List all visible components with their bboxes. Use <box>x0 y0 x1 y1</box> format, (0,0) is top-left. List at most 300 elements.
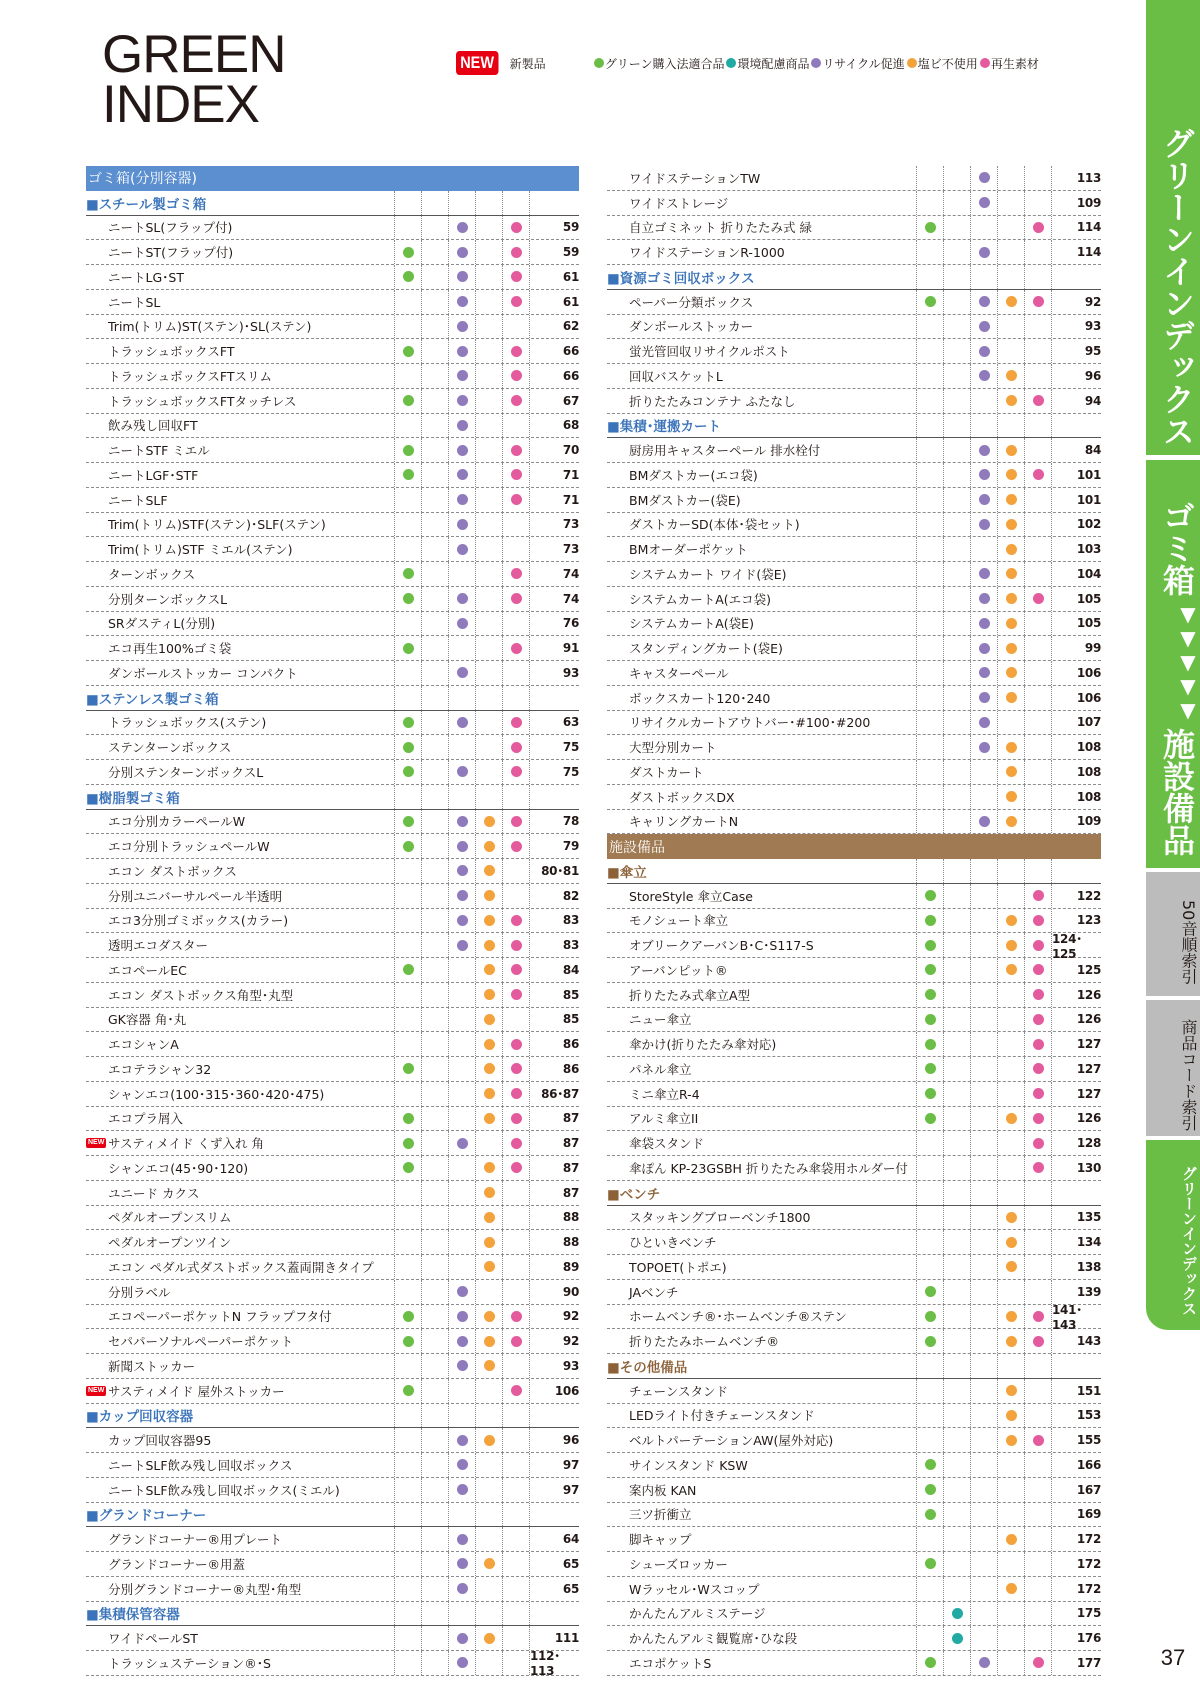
page-reference: 79 <box>529 834 579 858</box>
attribute-cell <box>970 958 997 982</box>
page-reference: 105 <box>1051 587 1101 611</box>
attribute-cell <box>1024 562 1051 586</box>
attribute-cell <box>475 216 502 240</box>
attribute-cell <box>943 1651 970 1675</box>
attribute-cell <box>997 933 1024 957</box>
attribute-dot-icon <box>979 643 990 654</box>
attribute-dot-icon <box>925 1558 936 1569</box>
attribute-cell <box>997 661 1024 685</box>
product-name <box>607 1651 916 1675</box>
page-reference: 83 <box>529 933 579 957</box>
attribute-cell <box>997 1453 1024 1477</box>
attribute-cell <box>502 958 529 982</box>
attribute-cell <box>475 1503 502 1527</box>
attribute-cell <box>1024 315 1051 339</box>
attribute-cell <box>421 1602 448 1626</box>
product-name <box>86 983 394 1007</box>
attribute-cell <box>970 1577 997 1601</box>
product-name-text: グランドコーナー®用蓋 <box>108 1556 246 1572</box>
attribute-cell <box>502 711 529 735</box>
attribute-cell <box>394 1280 421 1304</box>
attribute-cell <box>475 1008 502 1032</box>
page-reference: 66 <box>529 364 579 388</box>
attribute-cell <box>421 1156 448 1180</box>
table-row <box>607 290 1101 315</box>
attribute-cell <box>502 1602 529 1626</box>
table-row <box>607 1255 1101 1280</box>
attribute-dot-icon <box>457 370 468 381</box>
attribute-cell <box>475 537 502 561</box>
product-name <box>607 1404 916 1428</box>
attribute-dot-icon <box>979 172 990 183</box>
attribute-dot-icon <box>403 643 414 654</box>
page-reference: 94 <box>1051 389 1101 413</box>
tab-trash-facility[interactable] <box>1146 460 1200 868</box>
attribute-cell <box>997 1602 1024 1626</box>
page-reference: 93 <box>529 1354 579 1378</box>
page-reference: 125 <box>1051 958 1101 982</box>
table-row <box>607 463 1101 488</box>
table-row <box>86 1354 579 1379</box>
attribute-cell <box>475 339 502 363</box>
attribute-cell <box>475 414 502 438</box>
product-name-text: アルミ傘立II <box>629 1111 699 1127</box>
attribute-cell <box>502 785 529 809</box>
attribute-dot-icon <box>511 395 522 406</box>
attribute-cell <box>970 1552 997 1576</box>
subcategory-label: ■傘立 <box>607 864 647 881</box>
attribute-cell <box>1024 1131 1051 1155</box>
attribute-cell <box>943 1131 970 1155</box>
tab-green-index-small-label: グリーンインデックス <box>1180 1166 1198 1316</box>
attribute-cell <box>502 315 529 339</box>
attribute-cell <box>475 1230 502 1254</box>
table-row <box>607 364 1101 389</box>
attribute-dot-icon <box>484 865 495 876</box>
attribute-cell <box>916 1082 943 1106</box>
attribute-dot-icon <box>403 1336 414 1347</box>
product-name <box>86 1280 394 1304</box>
attribute-dot-icon <box>484 1261 495 1272</box>
attribute-dot-icon <box>403 1311 414 1322</box>
attribute-cell <box>943 389 970 413</box>
attribute-cell <box>394 636 421 660</box>
attribute-cell <box>970 1156 997 1180</box>
attribute-dot-icon <box>457 247 468 258</box>
page-reference: 86･87 <box>529 1082 579 1106</box>
attribute-cell <box>916 1131 943 1155</box>
table-row <box>86 1181 579 1206</box>
product-name <box>607 364 916 388</box>
product-name-text: ニートSLF <box>108 492 168 508</box>
attribute-cell <box>943 1379 970 1403</box>
attribute-cell <box>970 1255 997 1279</box>
attribute-cell <box>421 1428 448 1452</box>
attribute-dot-icon <box>511 742 522 753</box>
attribute-cell <box>448 191 475 215</box>
attribute-cell <box>502 1478 529 1502</box>
attribute-cell <box>421 933 448 957</box>
attribute-cell <box>448 810 475 834</box>
attribute-cell <box>970 1428 997 1452</box>
attribute-cell <box>421 1329 448 1353</box>
product-name <box>86 1329 394 1353</box>
attribute-dot-icon <box>457 593 468 604</box>
attribute-dot-icon <box>1006 742 1017 753</box>
attribute-cell <box>943 537 970 561</box>
page-number: 37 <box>1160 1645 1186 1670</box>
attribute-cell <box>394 240 421 264</box>
attribute-dot-icon <box>979 346 990 357</box>
attribute-cell <box>502 884 529 908</box>
table-row <box>86 983 579 1008</box>
attribute-cell <box>394 1107 421 1131</box>
attribute-cell <box>421 438 448 462</box>
page-reference: 134 <box>1051 1230 1101 1254</box>
page-reference: 175 <box>1051 1602 1101 1626</box>
table-row <box>607 1577 1101 1602</box>
page-reference: 73 <box>529 537 579 561</box>
attribute-cell <box>997 612 1024 636</box>
product-name-text: BMダストカー(袋E) <box>629 492 741 508</box>
attribute-dot-icon <box>403 742 414 753</box>
table-row <box>607 1428 1101 1453</box>
attribute-cell <box>970 1280 997 1304</box>
attribute-cell <box>502 1131 529 1155</box>
attribute-cell <box>448 537 475 561</box>
attribute-cell <box>916 1651 943 1675</box>
attribute-cell <box>394 760 421 784</box>
attribute-dot-icon <box>457 1336 468 1347</box>
attribute-dot-icon <box>403 445 414 456</box>
page-reference: 74 <box>529 587 579 611</box>
attribute-cell <box>475 1057 502 1081</box>
product-name-text: ワイドストレージ <box>629 195 729 211</box>
product-name <box>607 785 916 809</box>
attribute-dot-icon <box>457 1138 468 1149</box>
table-row <box>607 735 1101 760</box>
attribute-dot-icon <box>1033 890 1044 901</box>
tab-green-index[interactable] <box>1146 0 1200 455</box>
subcategory-header <box>86 785 579 810</box>
attribute-cell <box>475 1453 502 1477</box>
product-name-text: ダンボールストッカー コンパクト <box>108 665 298 681</box>
attribute-cell <box>970 364 997 388</box>
attribute-cell <box>475 290 502 314</box>
legend-label: リサイクル促進 <box>822 56 905 71</box>
attribute-dot-icon <box>457 1558 468 1569</box>
attribute-cell <box>394 1428 421 1452</box>
attribute-cell <box>448 1527 475 1551</box>
table-row <box>607 909 1101 934</box>
product-name <box>607 488 916 512</box>
page-cell <box>1051 1354 1101 1378</box>
attribute-cell <box>916 191 943 215</box>
attribute-cell <box>421 661 448 685</box>
product-name <box>86 290 394 314</box>
table-row <box>86 834 579 859</box>
tab-code-index[interactable] <box>1146 1000 1200 1136</box>
attribute-cell <box>943 1107 970 1131</box>
attribute-cell <box>1024 191 1051 215</box>
attribute-dot-icon <box>403 1385 414 1396</box>
page-reference: 124･125 <box>1051 933 1101 957</box>
page-title <box>102 25 286 134</box>
product-name-text: モノシュート傘立 <box>629 913 729 929</box>
attribute-cell <box>448 785 475 809</box>
page-reference: 106 <box>1051 661 1101 685</box>
table-row <box>607 513 1101 538</box>
attribute-cell <box>475 488 502 512</box>
attribute-cell <box>970 265 997 289</box>
product-name <box>607 562 916 586</box>
attribute-cell <box>943 1354 970 1378</box>
attribute-dot-icon <box>403 1162 414 1173</box>
attribute-cell <box>394 1577 421 1601</box>
attribute-dot-icon <box>403 1138 414 1149</box>
page-reference: 65 <box>529 1577 579 1601</box>
attribute-cell <box>997 735 1024 759</box>
attribute-cell <box>475 1107 502 1131</box>
attribute-cell <box>475 859 502 883</box>
attribute-dot-icon <box>484 1113 495 1124</box>
table-row <box>86 1008 579 1033</box>
attribute-cell <box>997 1527 1024 1551</box>
product-name <box>86 1057 394 1081</box>
attribute-cell <box>997 1651 1024 1675</box>
attribute-cell <box>916 488 943 512</box>
attribute-cell <box>448 661 475 685</box>
attribute-cell <box>1024 1156 1051 1180</box>
attribute-cell <box>997 265 1024 289</box>
attribute-cell <box>916 1453 943 1477</box>
product-name-text: ニュー傘立 <box>629 1012 692 1028</box>
attribute-cell <box>943 1032 970 1056</box>
attribute-cell <box>394 414 421 438</box>
attribute-cell <box>916 711 943 735</box>
attribute-cell <box>475 389 502 413</box>
attribute-dot-icon <box>979 469 990 480</box>
attribute-cell <box>394 810 421 834</box>
attribute-cell <box>475 1206 502 1230</box>
attribute-cell <box>448 438 475 462</box>
attribute-cell <box>448 290 475 314</box>
product-name-text: エコン ダストボックス <box>108 863 237 879</box>
table-row <box>607 1230 1101 1255</box>
attribute-cell <box>970 166 997 190</box>
attribute-cell <box>970 1503 997 1527</box>
attribute-dot-icon <box>925 1657 936 1668</box>
attribute-cell <box>916 1008 943 1032</box>
attribute-dot-icon <box>925 1484 936 1495</box>
attribute-cell <box>394 463 421 487</box>
attribute-cell <box>1024 859 1051 883</box>
attribute-cell <box>970 1131 997 1155</box>
subcategory-header <box>86 1503 579 1528</box>
attribute-cell <box>997 1404 1024 1428</box>
subcategory-header <box>607 1181 1101 1206</box>
product-name-text: 自立ゴミネット 折りたたみ式 緑 <box>629 220 812 236</box>
attribute-cell <box>916 1478 943 1502</box>
attribute-cell <box>997 983 1024 1007</box>
attribute-dot-icon <box>979 494 990 505</box>
attribute-cell <box>421 537 448 561</box>
tab-green-index-label: グリーンインデックス <box>1158 126 1196 447</box>
attribute-dot-icon <box>511 964 522 975</box>
subcategory-label: ■ステンレス製ゴミ箱 <box>86 691 219 708</box>
attribute-cell <box>448 859 475 883</box>
table-row <box>607 1206 1101 1231</box>
attribute-cell <box>502 265 529 289</box>
attribute-cell <box>394 933 421 957</box>
attribute-cell <box>502 513 529 537</box>
attribute-cell <box>997 1280 1024 1304</box>
attribute-cell <box>916 513 943 537</box>
product-name-text: 分別グランドコーナー®丸型･角型 <box>108 1581 302 1597</box>
product-name-text: LEDライト付きチェーンスタンド <box>629 1408 815 1424</box>
attribute-cell <box>475 1379 502 1403</box>
attribute-dot-icon <box>1033 1138 1044 1149</box>
product-name-text: ワイドペールST <box>108 1631 198 1647</box>
attribute-dot-icon <box>511 940 522 951</box>
page-reference: 111 <box>529 1626 579 1650</box>
attribute-cell <box>943 909 970 933</box>
product-name-text: 回収バスケットL <box>629 368 723 384</box>
attribute-dot-icon <box>511 568 522 579</box>
attribute-cell <box>394 191 421 215</box>
attribute-cell <box>970 587 997 611</box>
product-name-text: GK容器 角･丸 <box>108 1012 187 1028</box>
product-name-text: 新聞ストッカー <box>108 1358 196 1374</box>
attribute-cell <box>502 414 529 438</box>
attribute-dot-icon <box>403 717 414 728</box>
product-name-text: チェーンスタンド <box>629 1383 729 1399</box>
tab-code-label: 商品コード索引 <box>1179 1019 1198 1131</box>
attribute-dot-icon <box>925 296 936 307</box>
attribute-dot-icon <box>457 395 468 406</box>
page-reference: 169 <box>1051 1503 1101 1527</box>
product-name <box>607 1478 916 1502</box>
product-name <box>607 166 916 190</box>
page-reference: 155 <box>1051 1428 1101 1452</box>
attribute-cell <box>970 735 997 759</box>
product-name-text: 折りたたみ式傘立A型 <box>629 987 751 1003</box>
page-reference: 101 <box>1051 463 1101 487</box>
table-row <box>607 931 1101 961</box>
attribute-cell <box>943 1206 970 1230</box>
product-name <box>607 636 916 660</box>
table-row <box>86 1280 579 1305</box>
attribute-cell <box>970 810 997 834</box>
index-column-left <box>86 166 579 1679</box>
table-row <box>607 661 1101 686</box>
attribute-cell <box>421 1057 448 1081</box>
attribute-dot-icon <box>925 1113 936 1124</box>
product-name-text: BMオーダーポケット <box>629 542 748 558</box>
product-name <box>86 1082 394 1106</box>
attribute-cell <box>421 488 448 512</box>
tab-green-index-small[interactable] <box>1146 1140 1200 1330</box>
attribute-cell <box>997 414 1024 438</box>
attribute-cell <box>448 513 475 537</box>
attribute-dot-icon <box>457 667 468 678</box>
attribute-dot-icon <box>511 1039 522 1050</box>
attribute-dot-icon <box>511 1113 522 1124</box>
product-name <box>86 513 394 537</box>
attribute-cell <box>421 513 448 537</box>
attribute-cell <box>943 983 970 1007</box>
attribute-dot-icon <box>979 197 990 208</box>
attribute-cell <box>1024 364 1051 388</box>
attribute-cell <box>502 1082 529 1106</box>
attribute-dot-icon <box>1006 568 1017 579</box>
attribute-cell <box>448 315 475 339</box>
table-row <box>607 240 1101 265</box>
product-name <box>86 1626 394 1650</box>
page-reference: 106 <box>1051 686 1101 710</box>
attribute-cell <box>448 1404 475 1428</box>
attribute-cell <box>997 562 1024 586</box>
attribute-cell <box>916 1156 943 1180</box>
product-name-text: エコペールEC <box>108 962 187 978</box>
attribute-cell <box>997 1082 1024 1106</box>
subcategory-label: ■集積保管容器 <box>86 1607 180 1624</box>
page-reference: 107 <box>1051 711 1101 735</box>
product-name-text: ワイドステーションR-1000 <box>629 245 785 261</box>
attribute-cell <box>916 1527 943 1551</box>
attribute-dot-icon <box>1033 593 1044 604</box>
attribute-cell <box>502 1428 529 1452</box>
table-row <box>86 389 579 414</box>
page-reference: 93 <box>529 661 579 685</box>
attribute-cell <box>394 562 421 586</box>
attribute-dot-icon <box>457 445 468 456</box>
attribute-dot-icon <box>457 1286 468 1297</box>
product-name <box>607 587 916 611</box>
attribute-cell <box>502 1503 529 1527</box>
tab-50on-index[interactable] <box>1146 872 1200 996</box>
attribute-cell <box>943 1404 970 1428</box>
attribute-dot-icon <box>457 865 468 876</box>
attribute-cell <box>1024 265 1051 289</box>
attribute-cell <box>943 760 970 784</box>
subcategory-header <box>86 191 579 216</box>
attribute-dot-icon <box>925 890 936 901</box>
attribute-cell <box>943 438 970 462</box>
attribute-dot-icon <box>979 568 990 579</box>
page-reference: 96 <box>1051 364 1101 388</box>
table-row <box>86 933 579 958</box>
product-name-text: 案内板 KAN <box>629 1482 697 1498</box>
table-row <box>607 1552 1101 1577</box>
table-row <box>86 1329 579 1354</box>
attribute-cell <box>475 315 502 339</box>
product-name-text: ニートSLF飲み残し回収ボックス(ミエル) <box>108 1482 340 1498</box>
attribute-cell <box>475 191 502 215</box>
attribute-dot-icon <box>457 1360 468 1371</box>
attribute-cell <box>394 537 421 561</box>
attribute-dot-icon <box>1033 395 1044 406</box>
attribute-dot-icon <box>457 346 468 357</box>
attribute-cell <box>1024 735 1051 759</box>
attribute-cell <box>448 1082 475 1106</box>
product-name <box>607 1206 916 1230</box>
attribute-cell <box>421 1503 448 1527</box>
page-reference: 93 <box>1051 315 1101 339</box>
attribute-cell <box>394 364 421 388</box>
product-name-text: エコン ダストボックス角型･丸型 <box>108 987 294 1003</box>
attribute-cell <box>421 909 448 933</box>
